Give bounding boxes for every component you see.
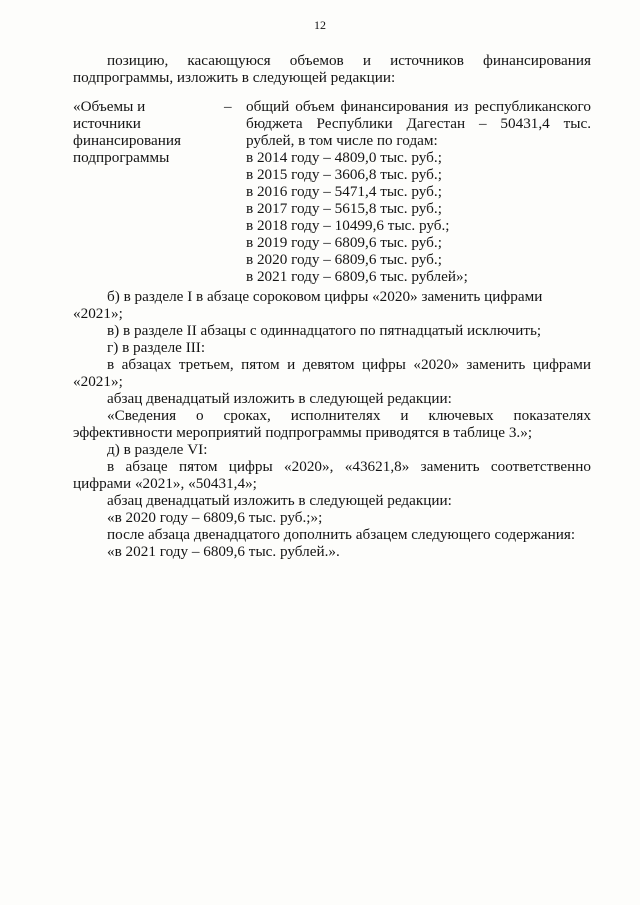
passport-year-line: в 2014 году – 4809,0 тыс. руб.; — [246, 149, 442, 166]
intro-line-1: позицию, касающуюся объемов и источников финансирования — [107, 52, 591, 69]
amendments-list — [73, 288, 591, 560]
amendment-paragraph: после абзаца двенадцатого дополнить абзацем следующего содержания: — [107, 526, 576, 543]
passport-year-line: в 2021 году – 6809,6 тыс. рублей»; — [246, 268, 468, 285]
intro-paragraph — [73, 52, 591, 86]
passport-label-line: финансирования — [73, 132, 181, 149]
passport-value — [246, 98, 591, 285]
page-number: 12 — [314, 18, 326, 32]
amendment-paragraph: «в 2021 году – 6809,6 тыс. рублей.». — [107, 543, 340, 560]
amendment-paragraph: абзац двенадцатый изложить в следующей редакции: — [107, 492, 452, 509]
passport-value-line: рублей, в том числе по годам: — [246, 132, 438, 149]
passport-dash: – — [224, 98, 232, 115]
passport-year-line: в 2017 году – 5615,8 тыс. руб.; — [246, 200, 442, 217]
passport-year-line: в 2020 году – 6809,6 тыс. руб.; — [246, 251, 442, 268]
passport-year-line: в 2018 году – 10499,6 тыс. руб.; — [246, 217, 450, 234]
amendment-paragraph: абзац двенадцатый изложить в следующей редакции: — [107, 390, 452, 407]
passport-value-line: бюджета Республики Дагестан – 50431,4 тыс. — [246, 115, 591, 132]
passport-year-line: в 2015 году – 3606,8 тыс. руб.; — [246, 166, 442, 183]
passport-label-line: источники — [73, 115, 141, 132]
passport-year-line: в 2019 году – 6809,6 тыс. руб.; — [246, 234, 442, 251]
amendment-paragraph: «в 2020 году – 6809,6 тыс. руб.;»; — [107, 509, 323, 526]
passport-year-line: в 2016 году – 5471,4 тыс. руб.; — [246, 183, 442, 200]
amendment-paragraph: б) в разделе I в абзаце сороковом цифры «2020» заменить цифрами «2021»; — [73, 288, 543, 322]
amendment-paragraph: в) в разделе II абзацы с одиннадцатого по пятнадцатый исключить; — [107, 322, 542, 339]
passport-label — [73, 98, 223, 166]
amendment-paragraph: в абзаце пятом цифры «2020», «43621,8» заменить соответственно цифрами «2021», «50431,4»; — [73, 458, 591, 492]
amendment-paragraph: «Сведения о сроках, исполнителях и ключевых показателях эффективности мероприятий подпрограммы приводятся в таблице 3.»; — [73, 407, 591, 441]
amendment-paragraph: д) в разделе VI: — [107, 441, 208, 458]
passport-label-line: подпрограммы — [73, 149, 170, 166]
intro-line-2: подпрограммы, изложить в следующей редакции: — [73, 69, 396, 86]
passport-value-line: общий объем финансирования из республиканского — [246, 98, 591, 115]
amendment-paragraph: в абзацах третьем, пятом и девятом цифры «2020» заменить цифрами «2021»; — [73, 356, 591, 390]
passport-label-line: «Объемы и — [73, 98, 146, 115]
amendment-paragraph: г) в разделе III: — [107, 339, 206, 356]
